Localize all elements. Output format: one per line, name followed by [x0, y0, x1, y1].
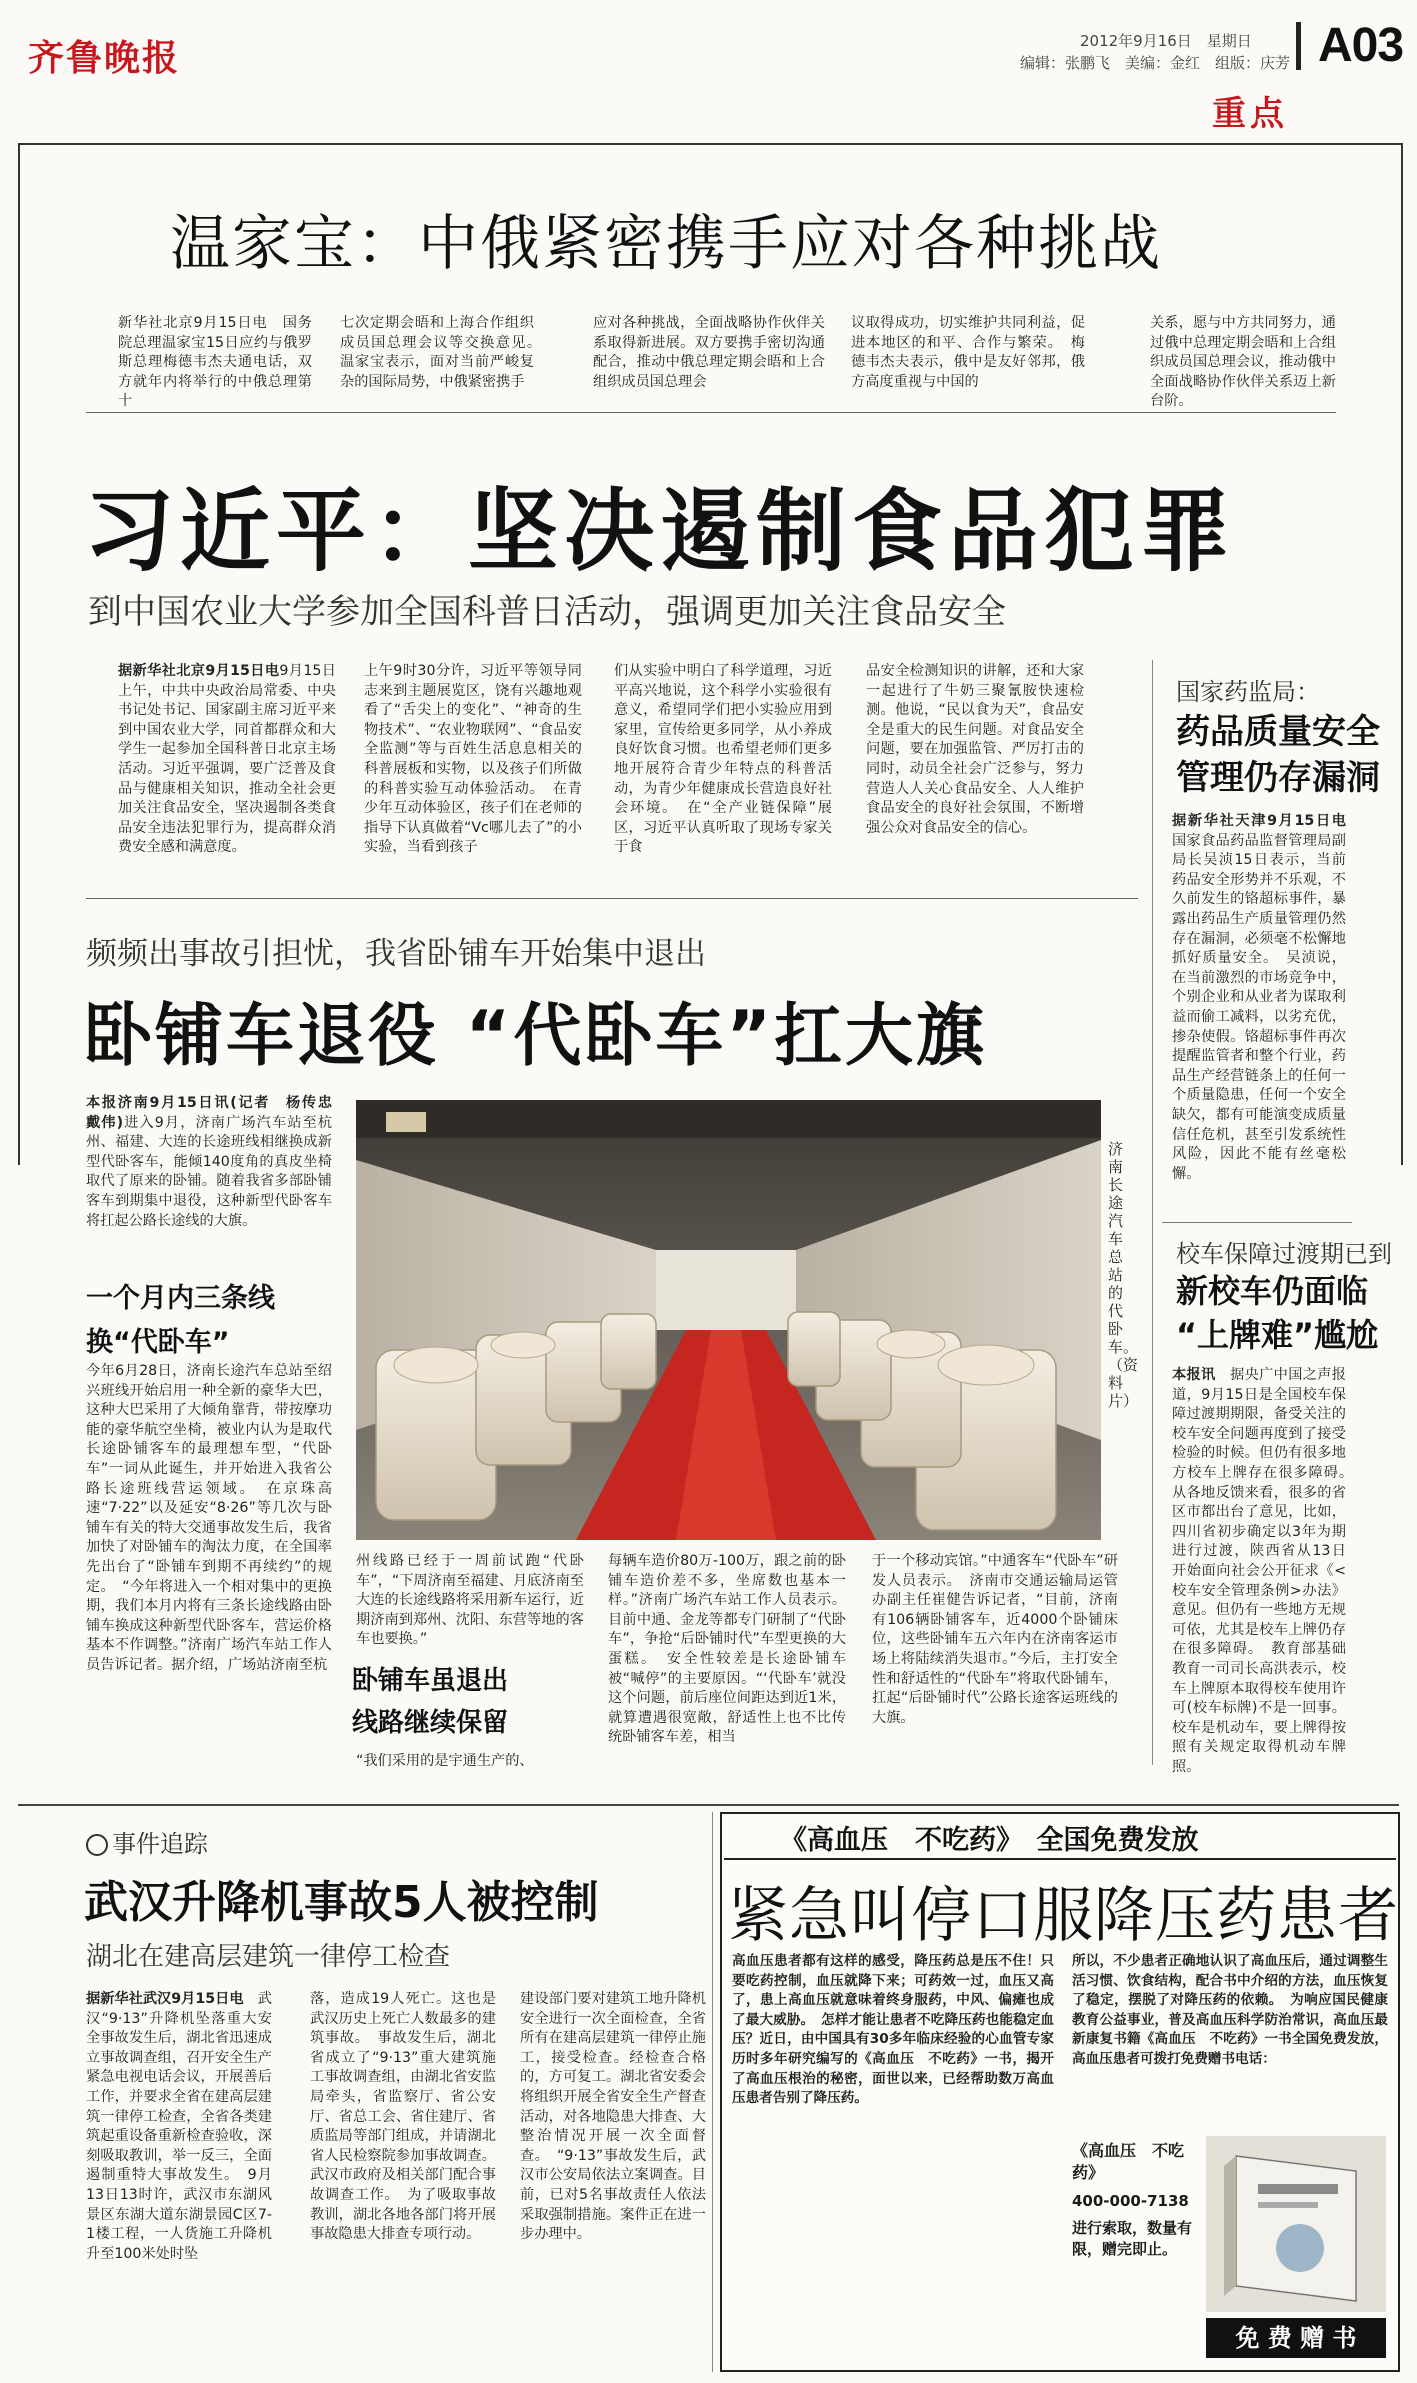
school-dateline: 本报讯: [1172, 1367, 1216, 1383]
bus-intro: 本报济南9月15日讯(记者 杨传忠 戴伟)进入9月，济南广场汽车站至杭州、福建、大连的长途班线相继换成新型代卧客车，能倾140度角的真皮坐椅取代了原来的卧铺。随着我省多部卧铺客车到期集中退役，这种新型代卧客车将扛起公路长途线的大旗。: [86, 1095, 347, 1229]
page-number: A03: [1318, 19, 1404, 72]
newspaper-logo: 齐鲁晚报: [28, 37, 181, 79]
school-headline-2: “上牌难”尴尬: [1176, 1316, 1379, 1354]
lower-divider: [18, 1804, 1399, 1806]
ad-top-line: 《高血压 不吃药》 全国免费发放: [780, 1825, 1199, 1856]
ad-col-2: 所以，不少患者正确地认识了高血压后，通过调整生活习惯、饮食结构，配合书中介绍的方法，血压恢复了稳定，摆脱了对降压药的依赖。 为响应国民健康教育公益事业，普及高血压科学防治常识，高血压最新康复书籍《高血压 不吃药》一书全国免费发放，高血压患者可拨打免费赠书电话：: [1072, 1953, 1388, 2067]
wuhan-col-1: 据新华社武汉9月15日电 武汉“9·13”升降机坠落重大安全事故发生后，湖北省迅速成立事故调查组，召开安全生产紧急电视电话会议，开展善后工作，并要求全省在建高层建筑一律停工检查，全省各类建筑起重设备重新检查验收，深刻吸取教训，举一反三，全面遏制重特大事故发生。 9月13日13时许，武汉市东湖风景区东湖大道东湖景园C区7-1楼工程，一人货施工升降机升至100米处时坠: [86, 1991, 272, 2262]
bus-col-2: 州线路已经于一周前试跑“代卧车”，“下周济南至福建、月底济南至大连的长途线路将采用新车运行，近期济南到郑州、沈阳、东营等地的客车也要换。”: [356, 1553, 584, 1648]
xi-headline: 习近平：坚决遏制食品犯罪: [84, 479, 1236, 584]
drug-kicker: 国家药监局：: [1176, 678, 1320, 706]
photo-caption: 济南长途汽车总站的代卧车。（资料片）: [1108, 1140, 1139, 1410]
right-column-divider: [1152, 660, 1153, 1765]
wuhan-headline: 武汉升降机事故5人被控制: [84, 1877, 599, 1928]
drug-divider: [1162, 1222, 1352, 1223]
xi-subhead: 到中国农业大学参加全国科普日活动，强调更加关注食品安全: [88, 592, 1006, 632]
ad-phone[interactable]: 400-000-7138: [1072, 2192, 1189, 2210]
bus-subhead-1b: 换“代卧车”: [86, 1327, 230, 1358]
wuhan-col-3: 建设部门要对建筑工地升降机安全进行一次全面检查，全省所有在建高层建筑一律停止施工，接受检查。经检查合格的，方可复工。湖北省安委会将组织开展全省安全生产督查活动，对各地隐患大排查、大整治情况开展一次全面督查。 “9·13”事故发生后，武汉市公安局依法立案调查。目前，已对5名事故责任人依法采取强制措施。案件正在进一步办理中。: [520, 1991, 706, 2243]
wen-headline: 温家宝：中俄紧密携手应对各种挑战: [170, 209, 1162, 279]
bus-interior-illustration: [356, 1100, 1101, 1540]
section-label: 重点: [1212, 94, 1288, 134]
xi-dateline: 据新华社北京9月15日电: [118, 663, 280, 679]
wen-col-4: 议取得成功，切实维护共同利益，促进本地区的和平、合作与繁荣。 梅德韦杰夫表示，俄中是友好邻邦，俄方高度重视与中国的: [851, 315, 1085, 390]
ad-divider: [712, 1812, 713, 2372]
ad-headline: 紧急叫停口服降压药患者: [728, 1881, 1399, 1951]
bus-subhead-2a: 卧铺车虽退出: [352, 1666, 509, 1696]
issue-date: 2012年9月16日 星期日: [1080, 32, 1252, 50]
xi-col-2: 上午9时30分许，习近平等领导同志来到主题展览区，饶有兴趣地观看了“舌尖上的变化”、“神奇的生物技术”、“农业物联网”、“食品安全监测”等与百姓生活息息相关的科普展板和实物，以及孩子们所做的科普实验互动体验活动。 在青少年互动体验区，孩子们在老师的指导下认真做着“Vc哪儿去了”的小实验，当看到孩子: [364, 663, 582, 856]
drug-dateline: 据新华社天津9月15日电: [1172, 813, 1346, 829]
wen-divider: [86, 412, 1336, 413]
ad-rule: [724, 1858, 1396, 1860]
staff-credits: 编辑：张鹏飞 美编：金红 组版：庆芳: [1020, 54, 1291, 72]
xi-col-1: 据新华社北京9月15日电9月15日上午，中共中央政治局常委、中央书记处书记、国家副主席习近平来到中国农业大学，同首都群众和大学生一起参加全国科普日北京主场活动。习近平强调，要广泛普及食品与健康相关知识，推动全社会更加关注食品安全，坚决遏制各类食品安全违法犯罪行为，提高群众消费安全感和满意度。: [118, 663, 336, 856]
bus-kicker: 频频出事故引担忧，我省卧铺车开始集中退出: [86, 936, 706, 972]
bus-subhead-2b: 线路继续保留: [352, 1708, 509, 1738]
drug-headline-1: 药品质量安全: [1176, 712, 1380, 752]
school-headline-1: 新校车仍面临: [1176, 1272, 1369, 1310]
wuhan-dateline: 据新华社武汉9月15日电: [86, 1991, 244, 2007]
wuhan-tag: 事件追踪: [86, 1824, 208, 1859]
bus-col-1: 今年6月28日，济南长途汽车总站至绍兴班线开始启用一种全新的豪华大巴，这种大巴采用了大倾角靠背，带按摩功能的豪华航空坐椅，被业内认为是取代长途卧铺客车的最理想车型，“代卧车”一词从此诞生，并开始进入我省公路长途班线营运领域。 在京珠高速“7·22”以及延安“8·26”等几次与卧铺车有关的特大交通事故发生后，我省加快了对卧铺车的淘汰力度，在全国率先出台了“卧铺车到期不再续约”的规定。 “今年将进入一个相对集中的更换期，我们本月内将有三条长途线路由卧铺车换成这种新型代卧客车，营运价格基本不作调整。”济南广场汽车站工作人员告诉记者。据介绍，广场站济南至杭: [86, 1363, 332, 1673]
wuhan-col-2: 落，造成19人死亡。这也是武汉历史上死亡人数最多的建筑事故。 事故发生后，湖北省成立了“9·13”重大建筑施工事故调查组，由湖北省安监局牵头，省监察厅、省公安厅、省总工会、省住建厅、省质监局等部门组成，并请湖北省人民检察院参加事故调查。武汉市政府及相关部门配合事故调查工作。 为了吸取事故教训，湖北各地各部门将开展事故隐患大排查专项行动。: [310, 1991, 496, 2243]
bus-divider: [86, 898, 1138, 899]
wen-col-2: 七次定期会晤和上海合作组织成员国总理会议等交换意见。 温家宝表示，面对当前严峻复杂的国际局势，中俄紧密携手: [340, 315, 549, 390]
book-cover-image: [1206, 2136, 1386, 2312]
book-illustration: [1206, 2136, 1386, 2312]
wen-col-3: 应对各种挑战，全面战略协作伙伴关系取得新进展。双方要携手密切沟通配合，推动中俄总理定期会晤和上合组织成员国总理会: [593, 315, 825, 390]
bus-dateline: 本报济南9月15日讯(记者 杨传忠 戴伟): [86, 1095, 347, 1131]
bus-headline: 卧铺车退役 “代卧车”扛大旗: [84, 997, 988, 1076]
bus-col-4: 于一个移动宾馆。”中通客车“代卧车”研发人员表示。 济南市交通运输局运管办副主任崔健告诉记者，“目前，济南有106辆卧铺客车，近4000个卧铺床位，这些卧铺车五六年内在济南客运市场上将陆续消失退市。”今后，主打安全性和舒适性的“代卧车”将取代卧铺车，扛起“后卧铺时代”公路长途客运班线的大旗。: [872, 1553, 1118, 1726]
ad-book-title: 《高血压 不吃药》: [1072, 2141, 1185, 2182]
drug-body: 据新华社天津9月15日电 国家食品药品监督管理局副局长吴浈15日表示，当前药品安全形势并不乐观，不久前发生的铬超标事件，暴露出药品生产质量管理仍然存在漏洞，必须毫不松懈地抓好质量安全。 吴浈说，在当前激烈的市场竞争中，个别企业和从业者为谋取利益而偷工减料，以劣充优，掺杂使假。铬超标事件再次提醒监管者和整个行业，药品生产经营链条上的任何一个质量隐患，任何一个安全缺欠，都有可能演变成质量信任危机，甚至引发系统性风险，因此不能有丝毫松懈。: [1172, 813, 1346, 1182]
ad-note: 进行索取，数量有限，赠完即止。: [1072, 2219, 1193, 2258]
bus-col-2b: “我们采用的是宇通生产的、: [356, 1753, 534, 1769]
wen-col-1: 新华社北京9月15日电 国务院总理温家宝15日应约与俄罗斯总理梅德韦杰夫通电话，双方就年内将举行的中俄总理第十: [118, 315, 312, 410]
free-book-banner: 免 费 赠 书: [1206, 2318, 1386, 2358]
drug-headline-2: 管理仍存漏洞: [1176, 758, 1380, 798]
bus-interior-photo: [356, 1100, 1101, 1540]
school-body: 本报讯 据央广中国之声报道，9月15日是全国校车保障过渡期期限，备受关注的校车安全问题再度到了接受检验的时候。但仍有很多地方校车上牌存在很多障碍。 从各地反馈来看，很多的省区市都出台了意见，比如，四川省初步确定以3年为期进行过渡，陕西省从13日开始面向社会公开征求《<校车安全管理条例>办法》意见。但仍有一些地方无规可依，尤其是校车上牌仍存在很多障碍。 教育部基础教育一司司长高洪表示，校车上牌原本取得校车使用许可(校车标牌)不是一回事。校车是机动车，要上牌得按照有关规定取得机动车牌照。: [1172, 1367, 1361, 1775]
xi-col-3: 们从实验中明白了科学道理，习近平高兴地说，这个科学小实验很有意义，希望同学们把小实验应用到家里，宣传给更多同学，从小养成良好饮食习惯。也希望老师们更多地开展符合青少年特点的科普活动，为青少年健康成长营造良好社会环境。 在“全产业链保障”展区，习近平认真听取了现场专家关于食: [614, 663, 832, 856]
xi-col-4: 品安全检测知识的讲解，还和大家一起进行了牛奶三聚氰胺快速检测。他说，“民以食为天”，食品安全是重大的民生问题。对食品安全问题，要在加强监管、严厉打击的同时，动员全社会广泛参与，努力营造人人关心食品安全、人人维护食品安全的良好社会氛围，不断增强公众对食品安全的信心。: [866, 663, 1084, 836]
bus-subhead-1a: 一个月内三条线: [86, 1283, 275, 1314]
bullet-icon: [86, 1834, 108, 1856]
bus-col-3: 每辆车造价80万-100万，跟之前的卧铺车造价差不多，坐席数也基本一样。”济南广场汽车站工作人员表示。目前中通、金龙等都专门研制了“代卧车”，争抢“后卧铺时代”车型更换的大蛋糕。 安全性较差是长途卧铺车被“喊停”的主要原因。“‘代卧车’就没这个问题，前后座位间距达到近1米，就算遭遇很宽敞，舒适性上也不比传统卧铺客车差，相当: [608, 1553, 846, 1746]
wen-col-5: 关系，愿与中方共同努力，通过俄中总理定期会晤和上合组织成员国总理会议，推动俄中全面战略协作伙伴关系迈上新台阶。: [1150, 315, 1336, 410]
wuhan-subhead: 湖北在建高层建筑一律停工检查: [86, 1942, 451, 1972]
ad-col-1: 高血压患者都有这样的感受，降压药总是压不住！只要吃药控制，血压就降下来；可药效一过，血压又高了，患上高血压就意味着终身服药，中风、偏瘫也成了最大威胁。 怎样才能让患者不吃降压药也能稳定血压？近日，由中国具有30多年临床经验的心血管专家历时多年研究编写的《高血压 不吃药》一书，揭开了高血压根治的秘密，面世以来，已经帮助数万高血压患者告别了降压药。: [732, 1953, 1054, 2107]
page-code-divider: [1296, 22, 1301, 70]
school-kicker: 校车保障过渡期已到: [1176, 1240, 1392, 1268]
